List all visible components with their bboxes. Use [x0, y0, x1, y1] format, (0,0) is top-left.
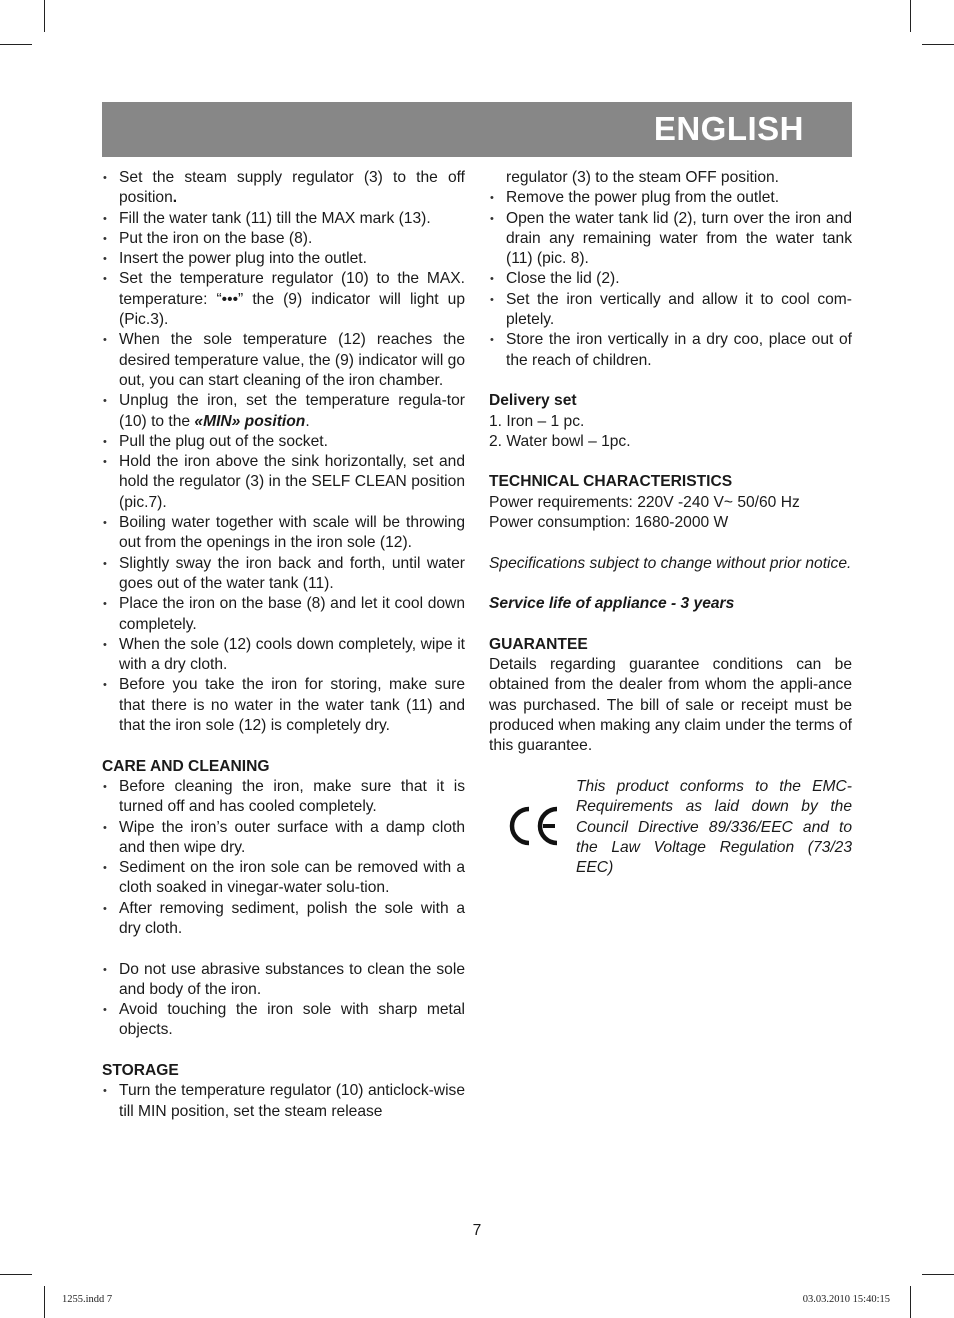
list-item: • Place the iron on the base (8) and let it cool down completely.: [102, 594, 465, 635]
tech-heading: TECHNICAL CHARACTERISTICS: [489, 473, 733, 491]
list-item: • Boiling water together with scale will be throwing out from the openings in the iron sole (12).: [102, 513, 465, 554]
crop-mark: [44, 0, 45, 32]
delivery-list: [489, 412, 852, 453]
list-item: • Unplug the iron, set the temperature regula-tor (10) to the «MIN» position.: [102, 391, 465, 432]
crop-mark: [0, 1274, 32, 1275]
list-item: • Remove the power plug from the outlet.: [489, 188, 852, 208]
storage-list-continued: [489, 188, 852, 371]
list-item: 2. Water bowl – 1pc.: [489, 432, 631, 450]
delivery-heading: Delivery set: [489, 392, 577, 410]
spec-note: Specifications subject to change without prior notice.: [489, 554, 852, 572]
list-item: • Insert the power plug into the outlet.: [102, 249, 465, 269]
list-item: • Set the temperature regulator (10) to the MAX. temperature: “•••” the (9) indicator will light up (Pic.3).: [102, 269, 465, 330]
crop-mark: [922, 44, 954, 45]
list-item: • When the sole (12) cools down completely, wipe it with a dry cloth.: [102, 635, 465, 676]
care-list-2: [102, 960, 465, 1041]
list-item: • After removing sediment, polish the sole with a dry cloth.: [102, 899, 465, 940]
list-item: • Do not use abrasive substances to clean the sole and body of the iron.: [102, 960, 465, 1001]
page-number: 7: [472, 1222, 482, 1239]
ce-conformity-block: [489, 777, 852, 879]
list-item: • Before you take the iron for storing, make sure that there is no water in the water tank (11) and that the iron sole (12) is completely dry.: [102, 675, 465, 736]
header-bar: [102, 102, 852, 157]
crop-mark: [44, 1286, 45, 1318]
list-item: • Close the lid (2).: [489, 269, 852, 289]
instruction-list: [102, 168, 465, 736]
footer-timestamp: 03.03.2010 15:40:15: [802, 1294, 890, 1305]
crop-mark: [910, 1286, 911, 1318]
list-item: • Hold the iron above the sink horizontally, set and hold the regulator (3) in the SELF CLEAN position (pic.7).: [102, 452, 465, 513]
ce-statement: This product conforms to the EMC-Requirements as laid down by the Council Directive 89/336/EEC and to the Law Voltage Regulation (73/23 EEC): [576, 777, 852, 877]
list-item: • Sediment on the iron sole can be removed with a cloth soaked in vinegar-water solu-tion.: [102, 858, 465, 899]
list-item: • Slightly sway the iron back and forth, until water goes out of the water tank (11).: [102, 554, 465, 595]
list-item: • Fill the water tank (11) till the MAX mark (13).: [102, 209, 465, 229]
storage-list: [102, 1081, 465, 1122]
guarantee-heading: GUARANTEE: [489, 635, 588, 653]
list-item: • Avoid touching the iron sole with sharp metal objects.: [102, 1000, 465, 1041]
crop-mark: [922, 1274, 954, 1275]
crop-mark: [910, 0, 911, 32]
list-item: • Store the iron vertically in a dry coo, place out of the reach of children.: [489, 330, 852, 371]
left-column: [102, 168, 465, 1122]
list-item: • Open the water tank lid (2), turn over the iron and drain any remaining water from the water tank (11) (pic. 8).: [489, 209, 852, 270]
list-item: 1. Iron – 1 pc.: [489, 412, 585, 430]
ce-mark-icon: [507, 805, 563, 847]
list-item: • Put the iron on the base (8).: [102, 229, 465, 249]
list-item: • Set the iron vertically and allow it to cool com-pletely.: [489, 290, 852, 331]
tech-line: Power requirements: 220V -240 V~ 50/60 Hz: [489, 493, 800, 511]
care-list: [102, 777, 465, 939]
guarantee-text: Details regarding guarantee conditions can be obtained from the dealer from whom the appli-ance was purchased. The bill of sale or receipt must be produced when making any claim under the terms of this guarantee.: [489, 656, 852, 755]
list-item: • When the sole temperature (12) reaches the desired temperature value, the (9) indicator will go out, you can start cleaning of the iron chamber.: [102, 330, 465, 391]
list-item: • Pull the plug out of the socket.: [102, 432, 465, 452]
storage-heading: STORAGE: [102, 1062, 179, 1080]
list-item: • Before cleaning the iron, make sure that it is turned off and has cooled completely.: [102, 777, 465, 818]
footer-file: 1255.indd 7: [62, 1294, 113, 1305]
list-item: • Turn the temperature regulator (10) anticlock-wise till MIN position, set the steam release: [102, 1081, 465, 1122]
list-item: • Wipe the iron’s outer surface with a damp cloth and then wipe dry.: [102, 818, 465, 859]
care-cleaning-heading: CARE AND CLEANING: [102, 757, 270, 775]
crop-mark: [0, 44, 32, 45]
tech-line: Power consumption: 1680-2000 W: [489, 514, 729, 532]
list-item: • Set the steam supply regulator (3) to the off position.: [102, 168, 465, 209]
page-title: ENGLISH: [653, 110, 804, 147]
storage-continuation: regulator (3) to the steam OFF position.: [506, 169, 780, 186]
right-column: [489, 168, 852, 879]
service-life: Service life of appliance - 3 years: [489, 595, 735, 613]
